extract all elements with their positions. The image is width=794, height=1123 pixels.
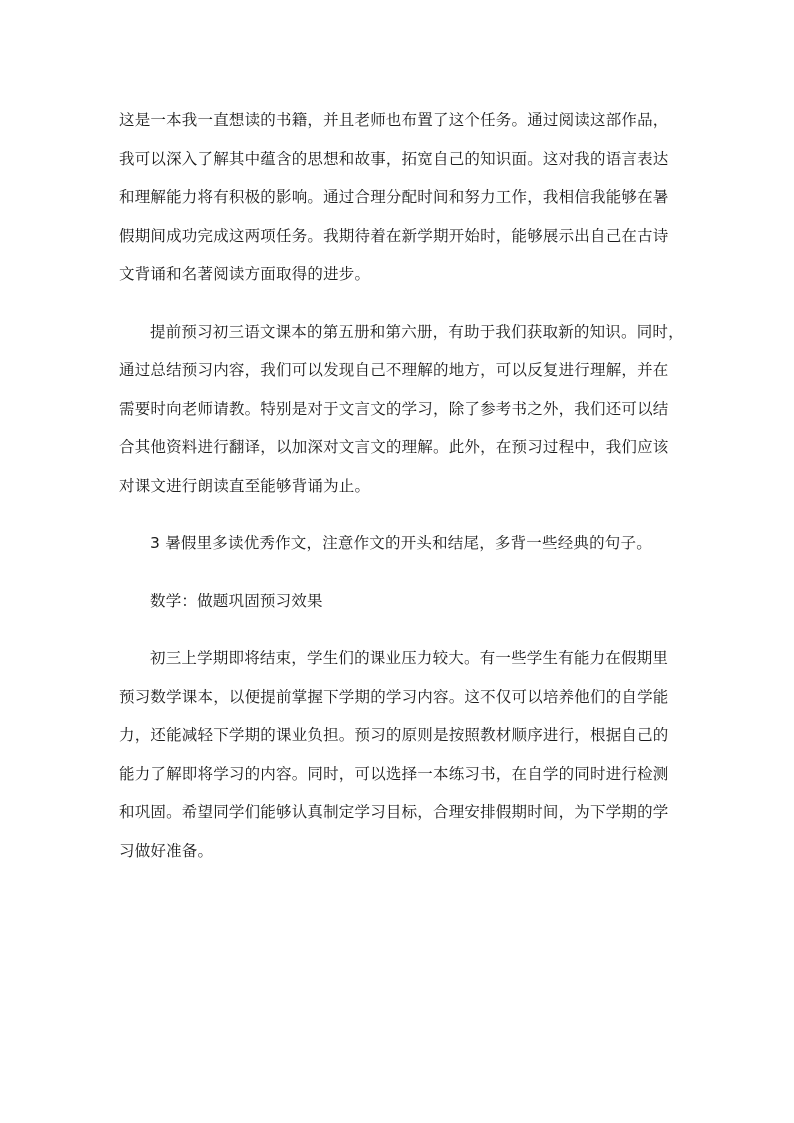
text-line: 通过总结预习内容，我们可以发现自己不理解的地方，可以反复进行理解，并在: [119, 361, 669, 379]
paragraph-spacer: [119, 620, 679, 639]
text-line: 提前预习初三语文课本的第五册和第六册，有助于我们获取新的知识。同时，: [150, 322, 684, 341]
paragraph-spacer: [119, 563, 679, 582]
section-heading-math: [119, 582, 679, 621]
text-line: 能力了解即将学习的内容。同时，可以选择一本练习书，在自学的同时进行检测: [119, 764, 669, 783]
text-line: 初三上学期即将结束，学生们的课业压力较大。有一些学生有能力在假期里: [150, 649, 669, 667]
paragraph-spacer: [119, 505, 679, 524]
document-body: [119, 101, 684, 870]
paragraph-chinese-preview: [119, 313, 684, 506]
text-line: 我可以深入了解其中蕴含的思想和故事，拓宽自己的知识面。这对我的语言表达: [119, 149, 669, 168]
text-line: 和巩固。希望同学们能够认真制定学习目标，合理安排假期时间，为下学期的学: [119, 803, 669, 821]
text-line: 合其他资料进行翻译，以加深对文言文的理解。此外，在预习过程中，我们应该: [119, 438, 669, 456]
paragraph-composition-tip: [119, 524, 679, 563]
text-line: 这是一本我一直想读的书籍，并且老师也布置了这个任务。通过阅读这部作品，: [119, 111, 669, 129]
text-line: 假期间成功完成这两项任务。我期待着在新学期开始时，能够展示出自己在古诗: [119, 226, 669, 245]
text-line: 文背诵和名著阅读方面取得的进步。: [119, 265, 371, 283]
text-line: 需要时向老师请教。特别是对于文言文的学习，除了参考书之外，我们还可以结: [119, 399, 669, 418]
text-line: 和理解能力将有积极的影响。通过合理分配时间和努力工作，我相信我能够在暑: [119, 188, 669, 206]
paragraph-reading-plan: [119, 101, 679, 294]
paragraph-math-preview: [119, 639, 679, 870]
text-line: 预习数学课本，以便提前掌握下学期的学习内容。这不仅可以培养他们的自学能: [119, 687, 669, 706]
text-line: 对课文进行朗读直至能够背诵为止。: [119, 476, 371, 495]
text-line: 力，还能减轻下学期的课业负担。预习的原则是按照教材顺序进行，根据自己的: [119, 726, 669, 744]
text-line: 数学：做题巩固预习效果: [150, 591, 323, 610]
paragraph-spacer: [119, 294, 679, 313]
text-line: 3 暑假里多读优秀作文，注意作文的开头和结尾，多背一些经典的句子。: [150, 534, 652, 552]
text-line: 习做好准备。: [119, 841, 214, 860]
